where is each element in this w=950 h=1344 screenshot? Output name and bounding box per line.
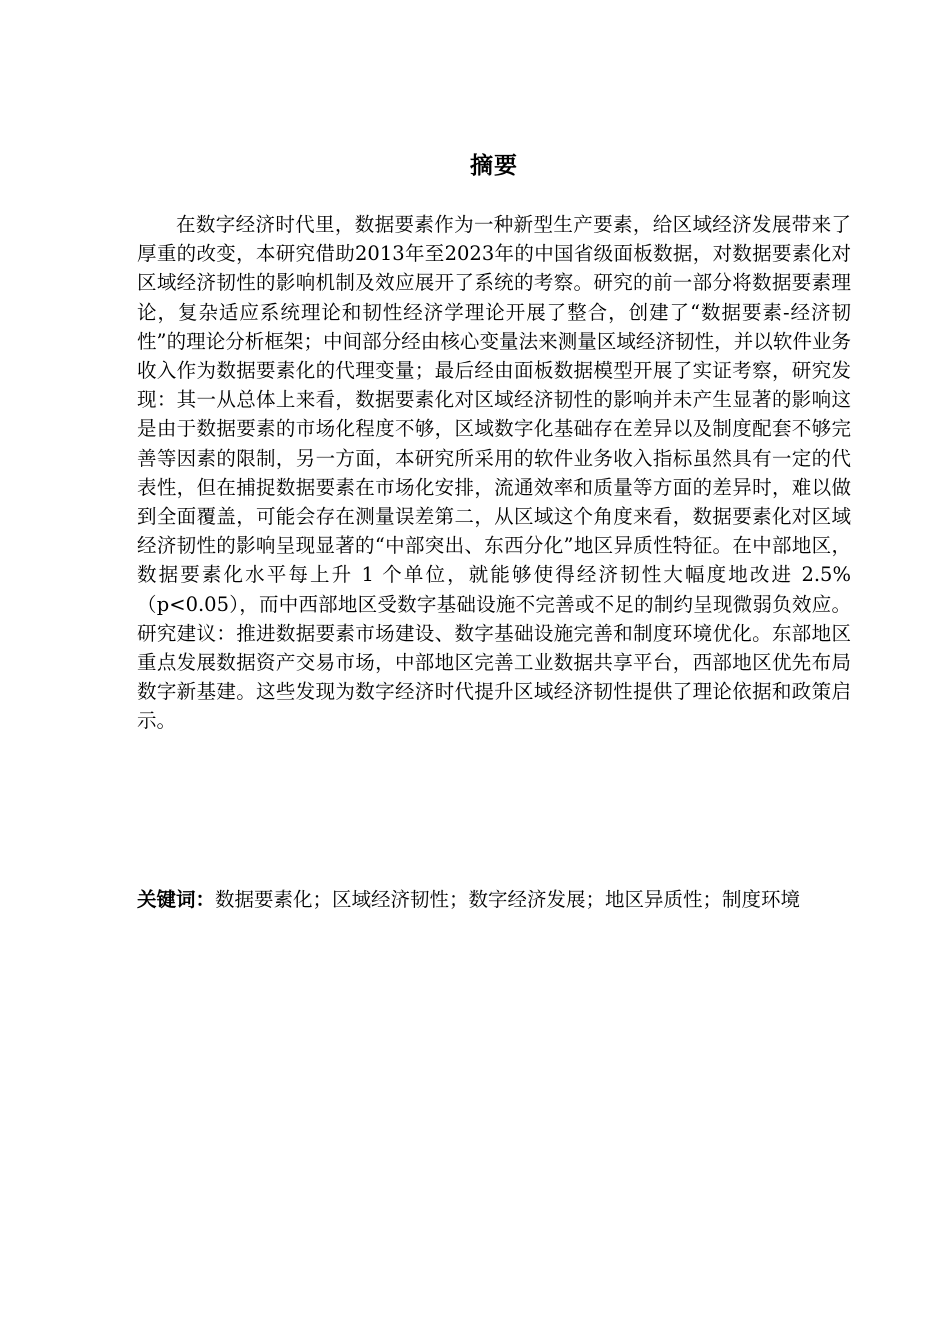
abstract-body: 在数字经济时代里，数据要素作为一种新型生产要素，给区域经济发展带来了厚重的改变，本研究借助2013年至2023年的中国省级面板数据，对数据要素化对区域经济韧性的影响机制及效应展开了系统的考察。研究的前一部分将数据要素理论，复杂适应系统理论和韧性经济学理论开展了整合，创建了“数据要素-经济韧性”的理论分析框架；中间部分经由核心变量法来测量区域经济韧性，并以软件业务收入作为数据要素化的代理变量；最后经由面板数据模型开展了实证考察，研究发现：其一从总体上来看，数据要素化对区域经济韧性的影响并未产生显著的影响这是由于数据要素的市场化程度不够，区域数字化基础存在差异以及制度配套不够完善等因素的限制，另一方面，本研究所采用的软件业务收入指标虽然具有一定的代表性，但在捕捉数据要素在市场化安排，流通效率和质量等方面的差异时，难以做到全面覆盖，可能会存在测量误差第二，从区域这个角度来看，数据要素化对区域经济韧性的影响呈现显著的“中部突出、东西分化”地区异质性特征。在中部地区，数据要素化水平每上升 1 个单位，就能够使得经济韧性大幅度地改进 2.5%（p<0.05），而中西部地区受数字基础设施不完善或不足的制约呈现微弱负效应。研究建议：推进数据要素市场建设、数字基础设施完善和制度环境优化。东部地区重点发展数据资产交易市场，中部地区完善工业数据共享平台，西部地区优先布局数字新基建。这些发现为数字经济时代提升区域经济韧性提供了理论依据和政策启示。 (137, 213, 851, 733)
abstract-title: 摘要 (470, 153, 518, 179)
keywords-list: 数据要素化；区域经济韧性；数字经济发展；地区异质性；制度环境 (215, 888, 801, 911)
keywords-label: 关键词： (137, 888, 216, 911)
keywords-line (137, 883, 851, 916)
